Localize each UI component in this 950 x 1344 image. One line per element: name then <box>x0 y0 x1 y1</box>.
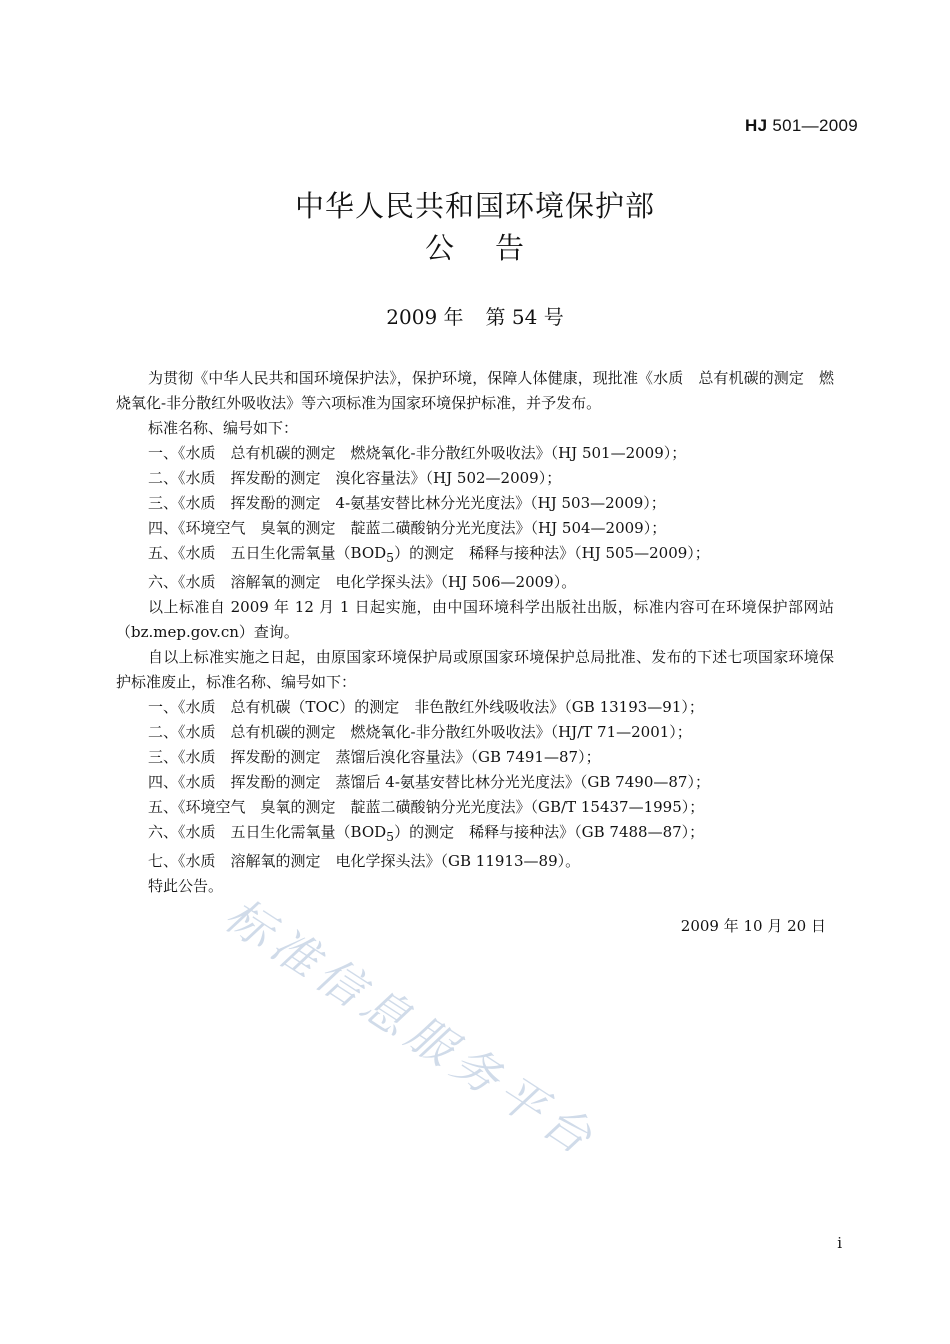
text-span: 挥发酚的测定 <box>230 469 321 487</box>
text-span: ）的测定 <box>394 544 455 562</box>
text-span: 溴化容量法》（HJ 502—2009）； <box>335 469 562 487</box>
text-span: 4-氨基安替比林分光光度法》（HJ 503—2009）； <box>335 494 666 512</box>
repealed-standard-item <box>116 695 834 720</box>
repealed-standard-item <box>116 720 834 745</box>
text-span: 靛蓝二磺酸钠分光光度法》（HJ 504—2009）； <box>350 519 667 537</box>
text-span: 五、《环境空气 <box>148 798 246 816</box>
text-span: 二、《水质 <box>148 469 216 487</box>
subscript: 5 <box>386 550 395 565</box>
text-span: 燃烧氧化-非分散红外吸收法》（HJ 501—2009）； <box>350 444 687 462</box>
text-span: 一、《水质 <box>148 444 216 462</box>
text-span: 五日生化需氧量（BOD <box>230 544 387 562</box>
new-standard-item <box>116 491 834 516</box>
repealed-standard-item <box>116 745 834 770</box>
text-span: 七、《水质 <box>148 852 216 870</box>
text-span: 电化学探头法》（HJ 506—2009）。 <box>335 573 577 591</box>
text-span: 四、《环境空气 <box>148 519 246 537</box>
text-span: 挥发酚的测定 <box>230 773 321 791</box>
new-standard-item <box>116 570 834 595</box>
text-span: 三、《水质 <box>148 748 216 766</box>
text-span: 六、《水质 <box>148 573 216 591</box>
text-span: 二、《水质 <box>148 723 216 741</box>
subtitle-right-char: 告 <box>495 231 526 265</box>
text-span: 燃烧氧化-非分散红外吸收法》等六项标准为国家环境保护标准，并予发布。 <box>116 369 834 412</box>
text-span: 总有机碳的测定 <box>230 723 336 741</box>
subscript: 5 <box>386 829 395 844</box>
paragraph-repeal-intro: 自以上标准实施之日起，由原国家环境保护局或原国家环境保护总局批准、发布的下述七项国家环境保护标准废止，标准名称、编号如下： <box>116 648 834 691</box>
new-standard-item <box>116 541 834 570</box>
text-span: 五日生化需氧量（BOD <box>230 823 387 841</box>
issue-year: 2009 年 <box>386 305 464 329</box>
paragraph-intro <box>116 366 834 416</box>
text-span: 为贯彻《中华人民共和国环境保护法》，保护环境，保障人体健康，现批准《水质 <box>148 369 684 387</box>
text-span: 靛蓝二磺酸钠分光光度法》（GB/T 15437—1995）； <box>350 798 705 816</box>
text-span: 溶解氧的测定 <box>230 852 321 870</box>
text-span: 一、《水质 <box>148 698 216 716</box>
repealed-standard-item <box>116 795 834 820</box>
standard-code-prefix: HJ <box>745 116 768 135</box>
text-span: 总有机碳的测定 <box>698 369 804 387</box>
new-standard-item <box>116 441 834 466</box>
issue-number <box>0 302 950 332</box>
issue-no: 第 54 号 <box>485 305 564 329</box>
watermark-text: 标准信息服务平台 <box>215 887 608 1169</box>
repealed-standard-item <box>116 849 834 874</box>
text-span: 挥发酚的测定 <box>230 748 321 766</box>
text-span: 电化学探头法》（GB 11913—89）。 <box>335 852 581 870</box>
document-subtitle <box>0 226 950 270</box>
text-span: 燃烧氧化-非分散红外吸收法》（HJ/T 71—2001）； <box>350 723 692 741</box>
standard-code-number: 501—2009 <box>772 116 858 135</box>
text-span: 总有机碳的测定 <box>230 444 336 462</box>
standard-code <box>745 116 858 136</box>
document-title: 中华人民共和国环境保护部 <box>294 189 655 223</box>
text-span: 臭氧的测定 <box>260 798 336 816</box>
text-span: 挥发酚的测定 <box>230 494 321 512</box>
new-standard-item <box>116 466 834 491</box>
text-span: 六、《水质 <box>148 823 216 841</box>
repealed-standard-item <box>116 820 834 849</box>
text-span: 稀释与接种法》（HJ 505—2009）； <box>469 544 710 562</box>
subtitle-left-char: 公 <box>424 231 455 265</box>
announcement-date: 2009 年 10 月 20 日 <box>680 917 826 935</box>
text-span: ）的测定 <box>394 823 455 841</box>
text-span: 四、《水质 <box>148 773 216 791</box>
text-span: 臭氧的测定 <box>260 519 336 537</box>
text-span: 稀释与接种法》（GB 7488—87）； <box>469 823 705 841</box>
text-span: 非色散红外线吸收法》（GB 13193—91）； <box>414 698 704 716</box>
paragraph-closing: 特此公告。 <box>148 877 224 895</box>
text-span: 溶解氧的测定 <box>230 573 321 591</box>
repealed-standard-item <box>116 770 834 795</box>
text-span: 蒸馏后溴化容量法》（GB 7491—87）； <box>335 748 601 766</box>
text-span: 五、《水质 <box>148 544 216 562</box>
text-span: 总有机碳（TOC）的测定 <box>230 698 400 716</box>
page-number: i <box>837 1234 842 1252</box>
paragraph-list-intro: 标准名称、编号如下： <box>148 419 299 437</box>
paragraph-effective-date: 以上标准自 2009 年 12 月 1 日起实施，由中国环境科学出版社出版，标准内容可在环境保护部网站（bz.mep.gov.cn）查询。 <box>116 598 834 641</box>
new-standard-item <box>116 516 834 541</box>
announcement-body <box>116 366 834 899</box>
text-span: 蒸馏后 4-氨基安替比林分光光度法》（GB 7490—87）； <box>335 773 710 791</box>
text-span: 三、《水质 <box>148 494 216 512</box>
